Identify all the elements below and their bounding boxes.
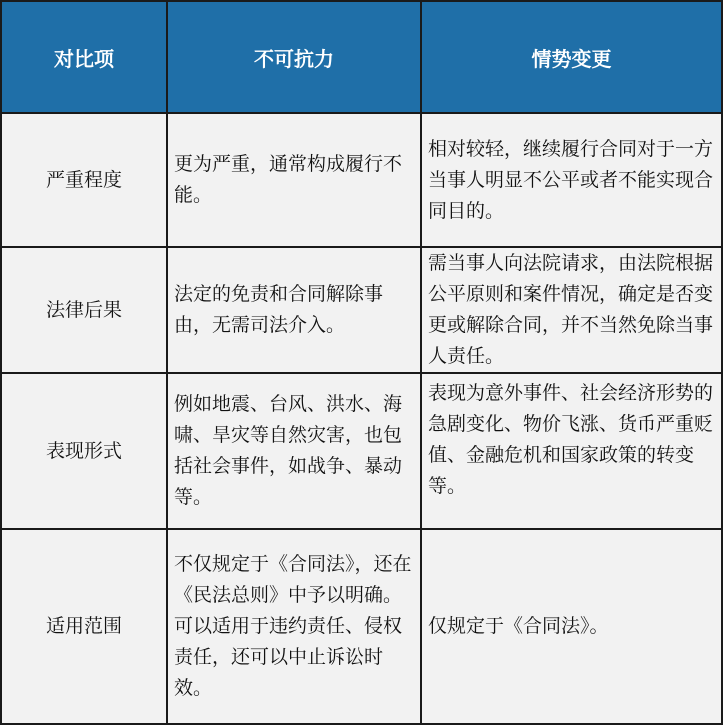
- change-of-circumstances-cell: 表现为意外事件、社会经济形势的急剧变化、物价飞涨、货币严重贬值、金融危机和国家政策的转变等。: [421, 373, 722, 529]
- header-item: 对比项: [1, 1, 167, 113]
- change-of-circumstances-cell: 仅规定于《合同法》。: [421, 529, 722, 724]
- force-majeure-cell: 更为严重，通常构成履行不能。: [167, 113, 421, 247]
- header-force-majeure: 不可抗力: [167, 1, 421, 113]
- row-label: 严重程度: [1, 113, 167, 247]
- header-change-of-circumstances: 情势变更: [421, 1, 722, 113]
- table-row: [1, 247, 722, 373]
- header-row: [1, 1, 722, 113]
- change-of-circumstances-cell: 相对较轻，继续履行合同对于一方当事人明显不公平或者不能实现合同目的。: [421, 113, 722, 247]
- row-label: 表现形式: [1, 373, 167, 529]
- force-majeure-cell: 例如地震、台风、洪水、海啸、旱灾等自然灾害，也包括社会事件，如战争、暴动等。: [167, 373, 421, 529]
- table-row: [1, 113, 722, 247]
- row-label: 适用范围: [1, 529, 167, 724]
- row-label: 法律后果: [1, 247, 167, 373]
- change-of-circumstances-cell: 需当事人向法院请求，由法院根据公平原则和案件情况，确定是否变更或解除合同，并不当然免除当事人责任。: [421, 247, 722, 373]
- force-majeure-cell: 法定的免责和合同解除事由，无需司法介入。: [167, 247, 421, 373]
- table-row: [1, 529, 722, 724]
- table-row: [1, 373, 722, 529]
- force-majeure-cell: 不仅规定于《合同法》，还在《民法总则》中予以明确。可以适用于违约责任、侵权责任，还可以中止诉讼时效。: [167, 529, 421, 724]
